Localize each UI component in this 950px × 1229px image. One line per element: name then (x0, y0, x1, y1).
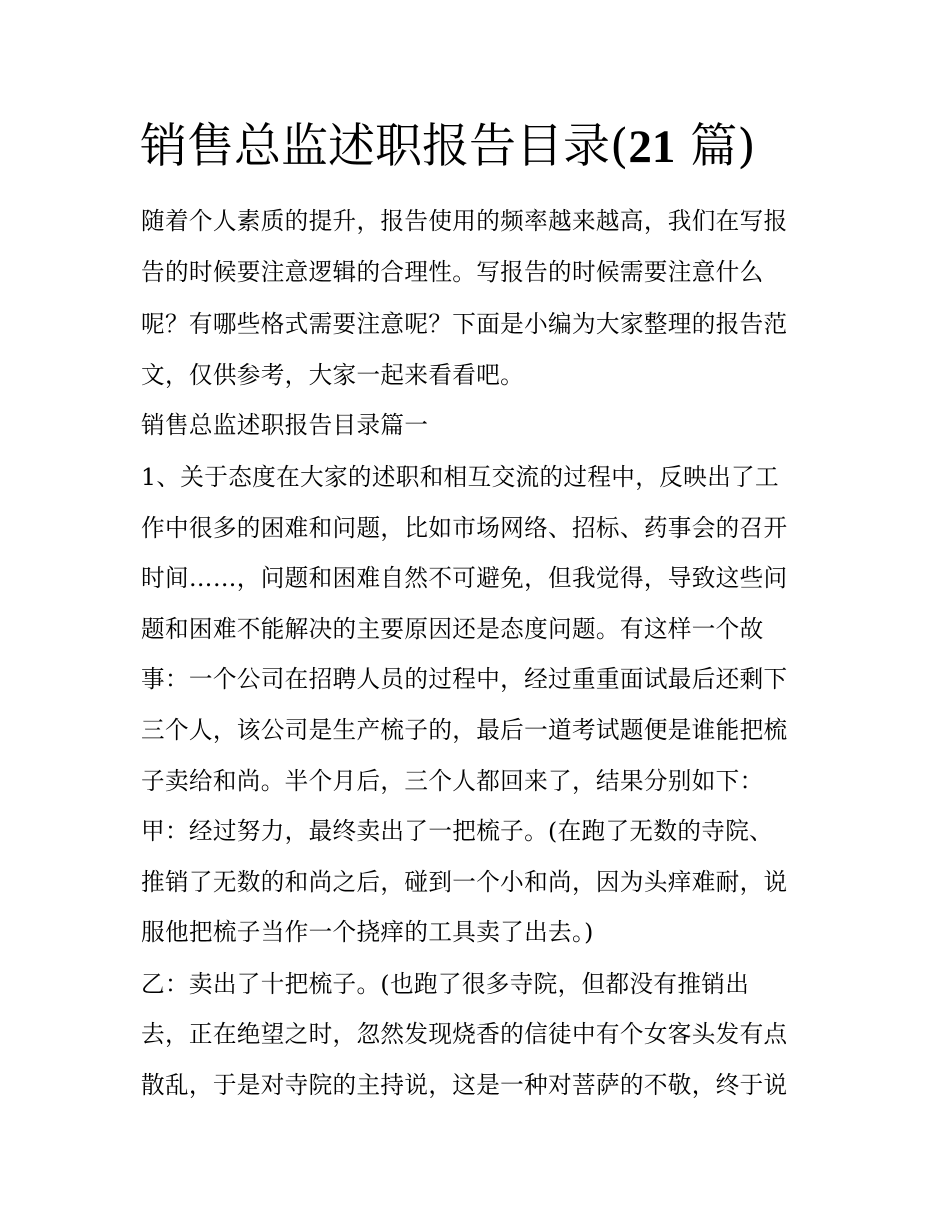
body-line-12: 去，正在绝望之时，忽然发现烧香的信徒中有个女客头发有点 (141, 1020, 788, 1048)
body-line-6: 三个人，该公司是生产梳子的，最后一道考试题便是谁能把梳 (141, 716, 788, 744)
section-heading: 销售总监述职报告目录篇一 (141, 411, 429, 439)
title-count: 21 (628, 121, 676, 173)
body-line-8: 甲：经过努力，最终卖出了一把梳子。(在跑了无数的寺院、 (141, 817, 774, 845)
title-end: 篇) (675, 119, 756, 174)
document-title (140, 112, 756, 182)
body-line-4: 题和困难不能解决的主要原因还是态度问题。有这样一个故 (141, 615, 764, 643)
body-line-5: 事：一个公司在招聘人员的过程中，经过重重面试最后还剩下 (141, 665, 788, 693)
body-line-10: 服他把梳子当作一个挠痒的工具卖了出去。) (141, 918, 594, 946)
body-line-2: 作中很多的困难和问题，比如市场网络、招标、药事会的召开 (141, 514, 788, 542)
intro-line-1: 随着个人素质的提升，报告使用的频率越来越高，我们在写报 (141, 207, 788, 235)
intro-line-3: 呢？有哪些格式需要注意呢？下面是小编为大家整理的报告范 (141, 310, 788, 338)
body-line-3: 时间……，问题和困难自然不可避免，但我觉得，导致这些问 (141, 564, 788, 592)
intro-line-2: 告的时候要注意逻辑的合理性。写报告的时候需要注意什么 (141, 258, 764, 286)
body-line-1: 1、关于态度在大家的述职和相互交流的过程中，反映出了工 (141, 463, 779, 491)
body-line-13: 散乱，于是对寺院的主持说，这是一种对菩萨的不敬，终于说 (141, 1071, 788, 1099)
body-line-7: 子卖给和尚。半个月后，三个人都回来了，结果分别如下： (141, 767, 764, 795)
intro-line-4: 文，仅供参考，大家一起来看看吧。 (141, 361, 525, 389)
body-line-11: 乙：卖出了十把梳子。(也跑了很多寺院，但都没有推销出 (141, 970, 750, 998)
body-line-9: 推销了无数的和尚之后，碰到一个小和尚，因为头痒难耐，说 (141, 868, 788, 896)
title-main: 销售总监述职报告目录( (140, 119, 629, 174)
